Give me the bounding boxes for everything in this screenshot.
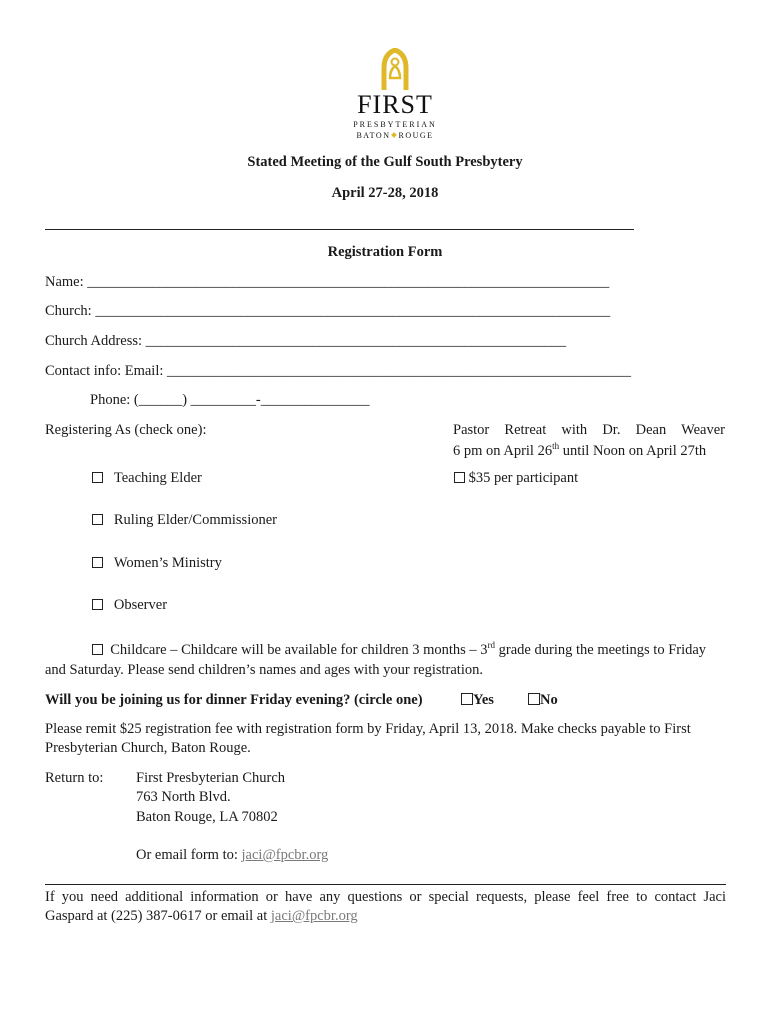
checkbox[interactable] bbox=[92, 599, 103, 610]
checkbox[interactable] bbox=[92, 557, 103, 568]
return-address-line: First Presbyterian Church bbox=[136, 770, 286, 786]
checkbox[interactable] bbox=[454, 472, 465, 483]
email-form-line: Or email form to: jaci@fpcbr.org bbox=[136, 847, 329, 863]
checkbox[interactable] bbox=[92, 472, 103, 483]
return-to-label: Return to: bbox=[45, 770, 104, 786]
retreat-time: 6 pm on April 26th until Noon on April 27th bbox=[453, 441, 707, 459]
registering-label: Registering As (check one): bbox=[45, 422, 207, 438]
option-ruling-elder[interactable]: Ruling Elder/Commissioner bbox=[92, 512, 277, 529]
email-field[interactable]: Contact info: Email: ________________________________________________________________ bbox=[45, 363, 632, 379]
arch-emblem-icon bbox=[340, 48, 450, 92]
dinner-no-option[interactable]: No bbox=[528, 692, 558, 709]
footer-text-line2: Gaspard at (225) 387-0617 or email at jaci@fpcbr.org bbox=[45, 908, 358, 924]
checkbox[interactable] bbox=[461, 693, 473, 705]
option-teaching-elder[interactable]: Teaching Elder bbox=[92, 470, 202, 487]
dinner-yes-option[interactable]: Yes bbox=[461, 692, 494, 709]
logo-location: BATON ROUGE bbox=[356, 131, 434, 140]
childcare-option[interactable]: Childcare – Childcare will be available for children 3 months – 3rd grade during the meetings to Friday bbox=[92, 640, 706, 659]
church-logo bbox=[340, 48, 450, 138]
church-field[interactable]: Church: _______________________________________________________________________ bbox=[45, 303, 611, 319]
logo-subtitle: PRESBYTERIAN bbox=[353, 120, 437, 129]
checkbox[interactable] bbox=[92, 514, 103, 525]
checkbox[interactable] bbox=[92, 644, 103, 655]
name-field[interactable]: Name: ________________________________________________________________________ bbox=[45, 274, 610, 290]
checkbox[interactable] bbox=[528, 693, 540, 705]
retreat-title: Pastor Retreat with Dr. Dean Weaver bbox=[453, 422, 725, 438]
footer-divider bbox=[45, 884, 726, 885]
footer-email-link[interactable]: jaci@fpcbr.org bbox=[270, 908, 358, 924]
footer-text-line1: If you need additional information or have any questions or special requests, please feel free to contact Jaci bbox=[45, 889, 726, 905]
church-address-field[interactable]: Church Address: __________________________________________________________ bbox=[45, 333, 567, 349]
diamond-icon bbox=[392, 132, 398, 138]
phone-field[interactable]: Phone: (______) _________-_______________ bbox=[90, 392, 370, 408]
return-email-link[interactable]: jaci@fpcbr.org bbox=[241, 847, 329, 863]
meeting-date: April 27-28, 2018 bbox=[331, 185, 439, 201]
retreat-fee-option[interactable]: $35 per participant bbox=[454, 470, 578, 487]
header-divider bbox=[45, 229, 634, 230]
childcare-note: and Saturday. Please send children’s names and ages with your registration. bbox=[45, 662, 483, 678]
remit-text-line2: Presbyterian Church, Baton Rouge. bbox=[45, 740, 251, 756]
logo-word: FIRST bbox=[357, 90, 433, 119]
option-observer[interactable]: Observer bbox=[92, 597, 167, 614]
return-address-line: Baton Rouge, LA 70802 bbox=[136, 809, 278, 825]
option-womens-ministry[interactable]: Women’s Ministry bbox=[92, 555, 222, 572]
dinner-question: Will you be joining us for dinner Friday evening? (circle one) bbox=[45, 692, 423, 708]
return-address-line: 763 North Blvd. bbox=[136, 789, 231, 805]
meeting-title: Stated Meeting of the Gulf South Presbytery bbox=[247, 154, 523, 170]
remit-text-line1: Please remit $25 registration fee with registration form by Friday, April 13, 2018. Make checks payable to First bbox=[45, 721, 691, 737]
form-title: Registration Form bbox=[327, 244, 443, 260]
